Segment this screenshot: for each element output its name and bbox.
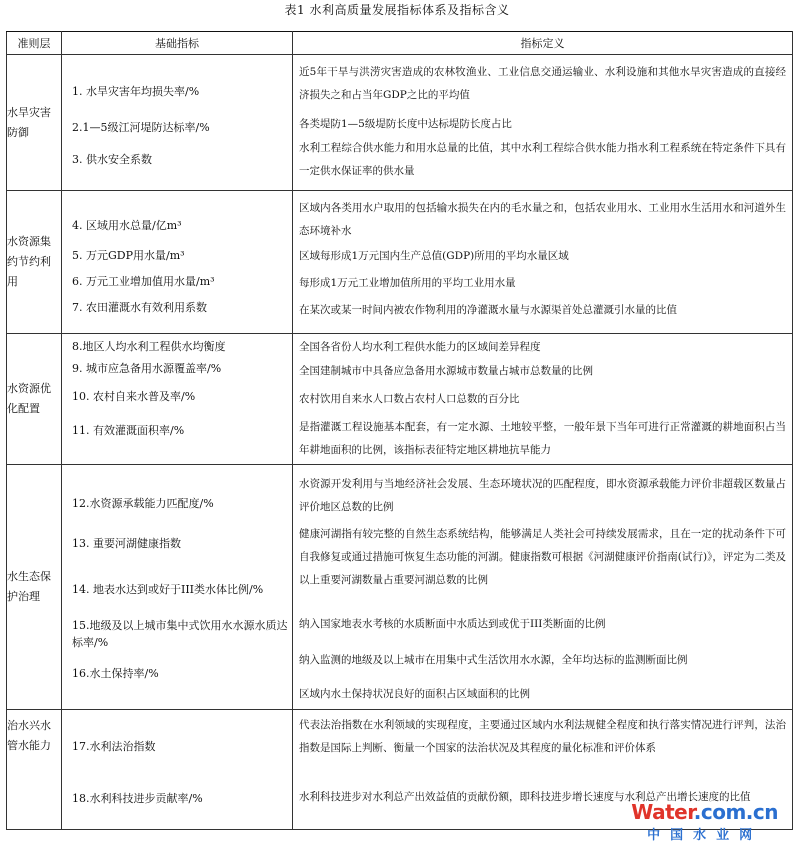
indicator-item: 2.1—5级江河堤防达标率/%	[72, 121, 210, 134]
header-definition: 指标定义	[293, 32, 793, 55]
indicator-item: 14. 地表水达到或好于III类水体比例/%	[72, 583, 264, 596]
indicator-item: 5. 万元GDP用水量/m³	[72, 249, 185, 262]
indicator-item: 17.水利法治指数	[72, 740, 156, 753]
definition-text: 在某次或某一时间内被农作物利用的净灌溉水量与水源渠首处总灌溉引水量的比值	[299, 304, 677, 316]
indicator-item: 1. 水旱灾害年均损失率/%	[72, 85, 200, 98]
indicator-item: 4. 区域用水总量/亿m³	[72, 219, 182, 232]
definition-text: 农村饮用自来水人口数占农村人口总数的百分比	[299, 393, 520, 405]
watermark-logo	[631, 800, 778, 843]
header-indicator: 基础指标	[62, 32, 293, 55]
indicator-item: 3. 供水安全系数	[72, 153, 152, 166]
indicator-item: 16.水土保持率/%	[72, 667, 159, 680]
definition-text: 区域每形成1万元国内生产总值(GDP)所用的平均水量区域	[299, 250, 569, 262]
indicator-item: 6. 万元工业增加值用水量/m³	[72, 275, 215, 288]
definition-text: 全国建制城市中具备应急备用水源城市数量占城市总数量的比例	[299, 365, 593, 377]
definition-text: 各类堤防1—5级堤防长度中达标堤防长度占比	[299, 118, 512, 130]
table-title: 表1 水利高质量发展指标体系及指标含义	[284, 3, 510, 17]
table-row	[7, 55, 793, 191]
indicator-item: 12.水资源承载能力匹配度/%	[72, 497, 214, 510]
watermark-en-red: Water	[631, 800, 694, 824]
definition-text: 纳入监测的地级及以上城市在用集中式生活饮用水水源，全年均达标的监测断面比例	[299, 654, 688, 666]
definition-text: 区域内各类用水户取用的包括输水损失在内的毛水量之和，包括农业用水、工业用水生活用水和河道外生态环境补水	[299, 202, 786, 237]
criterion-layer: 水生态保护治理	[7, 465, 62, 710]
criterion-layer: 水旱灾害防御	[7, 55, 62, 191]
table-row	[7, 465, 793, 710]
definition-text: 水资源开发利用与当地经济社会发展、生态环境状况的匹配程度，即水资源承载能力评价非超载区数量占评价地区总数的比例	[299, 478, 786, 513]
table-header-row	[7, 32, 793, 55]
criterion-layer: 治水兴水管水能力	[7, 710, 62, 830]
watermark-en-blue: .com.cn	[693, 800, 778, 824]
indicator-item: 15.地级及以上城市集中式饮用水水源水质达标率/%	[72, 619, 288, 649]
definition-text: 代表法治指数在水利领域的实现程度，主要通过区域内水利法规健全程度和执行落实情况进行评判，法治指数是国际上判断、衡量一个国家的法治状况及其程度的量化标准和评价体系	[299, 719, 786, 754]
definition-text: 纳入国家地表水考核的水质断面中水质达到或优于III类断面的比例	[299, 618, 606, 630]
indicator-item: 8.地区人均水利工程供水均衡度	[72, 340, 226, 353]
definition-text: 全国各省份人均水利工程供水能力的区域间差异程度	[299, 341, 541, 353]
table-row	[7, 191, 793, 334]
indicator-item: 9. 城市应急备用水源覆盖率/%	[72, 362, 222, 375]
criterion-layer: 水资源优化配置	[7, 334, 62, 465]
definition-text: 是指灌溉工程设施基本配套，有一定水源、土地较平整，一般年景下当年可进行正常灌溉的耕地面积占当年耕地面积的比例，该指标表征特定地区耕地抗旱能力	[299, 421, 786, 456]
definition-text: 每形成1万元工业增加值所用的平均工业用水量	[299, 277, 516, 289]
criterion-layer: 水资源集约节约利用	[7, 191, 62, 334]
indicator-table	[6, 31, 793, 830]
definition-text: 水利科技进步对水利总产出效益值的贡献份额，即科技进步增长速度与水利总产出增长速度的比值	[299, 791, 751, 803]
definition-text: 区域内水土保持状况良好的面积占区域面积的比例	[299, 688, 530, 700]
indicator-item: 11. 有效灌溉面积率/%	[72, 424, 185, 437]
indicator-item: 7. 农田灌溉水有效利用系数	[72, 301, 207, 314]
watermark-cn: 中国水业网	[647, 828, 763, 843]
definition-text: 健康河湖指有较完整的自然生态系统结构，能够满足人类社会可持续发展需求，且在一定的扰动条件下可自我修复或通过措施可恢复生态功能的河湖。健康指数可根据《河湖健康评价指南(试行)》，评定为二类及以上重要河湖数量占重要河湖总数的比例	[299, 528, 786, 586]
definition-text: 水利工程综合供水能力和用水总量的比值，其中水利工程综合供水能力指水利工程系统在特定条件下具有一定供水保证率的供水量	[299, 142, 786, 177]
header-layer: 准则层	[7, 32, 62, 55]
indicator-item: 10. 农村自来水普及率/%	[72, 390, 196, 403]
definition-text: 近5年干旱与洪涝灾害造成的农林牧渔业、工业信息交通运输业、水利设施和其他水旱灾害造成的直接经济损失之和占当年GDP之比的平均值	[299, 66, 786, 101]
indicator-item: 18.水利科技进步贡献率/%	[72, 792, 203, 805]
indicator-item: 13. 重要河湖健康指数	[72, 537, 181, 550]
table-row	[7, 334, 793, 465]
